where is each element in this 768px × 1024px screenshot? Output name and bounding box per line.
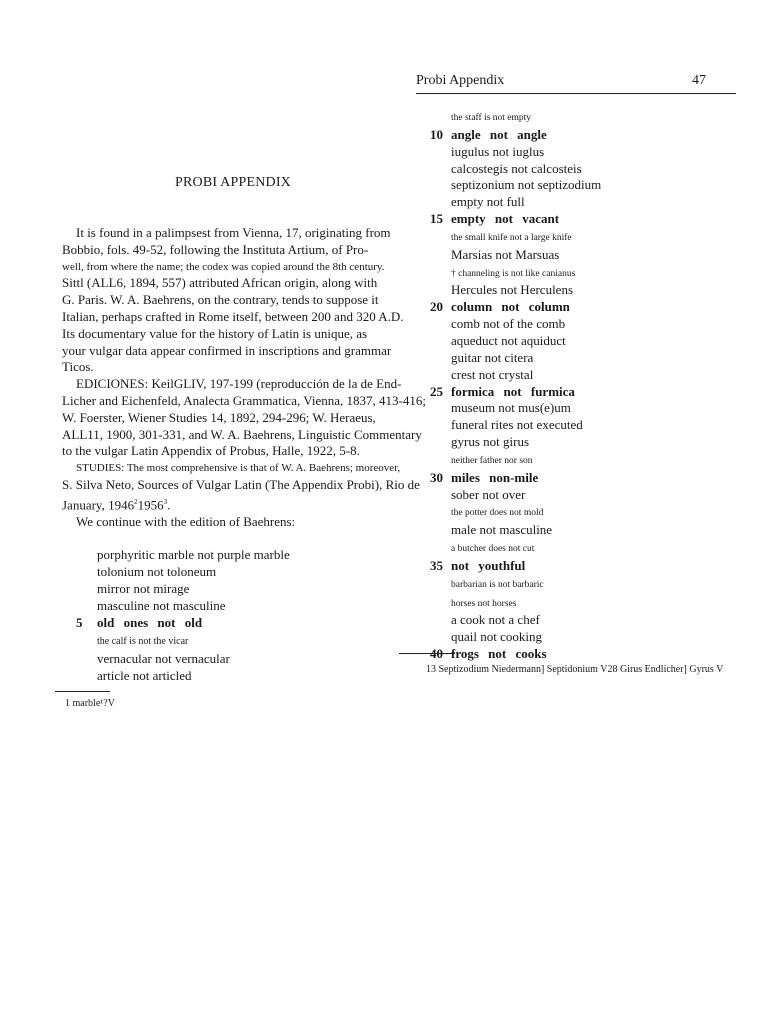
list-entry [426, 282, 601, 299]
line-number: 30 [430, 469, 443, 485]
entry-text: aqueduct not aquiduct [451, 332, 566, 348]
intro-line: Bobbio, fols. 49-52, following the Instituta Artium, of Pro- [62, 241, 369, 257]
list-entry [426, 417, 601, 434]
entry-text: a cook not a chef [451, 612, 540, 628]
entry-text: neither father nor son [451, 455, 533, 466]
entry-text: the potter does not mold [451, 508, 544, 519]
list-entry [76, 597, 290, 614]
entry-text: quail not cooking [451, 629, 542, 645]
list-entry [426, 522, 601, 539]
entry-text: old ones not old [97, 615, 203, 630]
entry-text: article not articled [97, 668, 192, 683]
intro-line: S. Silva Neto, Sources of Vulgar Latin (The Appendix Probi), Rio de [62, 476, 420, 492]
entry-text: column not column [451, 299, 570, 315]
list-entry [426, 470, 601, 487]
intro-line: It is found in a palimpsest from Vienna, 17, originating from [76, 225, 391, 240]
list-entry [426, 264, 601, 283]
list-entry [426, 400, 601, 417]
intro-line: your vulgar data appear confirmed in inscriptions and grammar [62, 342, 392, 358]
list-entry [426, 247, 601, 264]
intro-line: Ticos. [62, 359, 94, 375]
line-number: 35 [430, 557, 443, 573]
list-entry [426, 161, 601, 178]
entry-text: sober not over [451, 486, 526, 502]
footnote-left: 1 marble¹?V [65, 698, 115, 709]
line-number: 5 [76, 615, 83, 630]
word-list-right [426, 108, 601, 663]
page-number: 47 [692, 73, 706, 88]
list-entry [426, 646, 601, 663]
entry-text: Hercules not Herculens [451, 282, 574, 298]
entry-text: the calf is not the vicar [97, 636, 189, 647]
intro-line [62, 494, 392, 514]
entry-text: empty not vacant [451, 211, 560, 227]
entry-text: funeral rites not executed [451, 417, 583, 433]
entry-text: guitar not citera [451, 349, 534, 365]
entry-text: † channeling is not like canianus [451, 268, 576, 279]
entry-text: iugulus not iuglus [451, 143, 545, 159]
footnote-rule [55, 691, 110, 692]
entry-text: museum not mus(e)um [451, 400, 571, 416]
entry-text: calcostegis not calcosteis [451, 160, 582, 176]
intro-line: well, from where the name; the codex was copied around the 8th century. [62, 260, 385, 273]
intro-line: STUDIES: The most comprehensive is that of W. A. Baehrens; moreover, [76, 462, 401, 475]
list-entry [76, 631, 290, 650]
intro-line: We continue with the edition of Baehrens: [76, 513, 296, 529]
line-number: 25 [430, 383, 443, 399]
intro-line: W. Foerster, Wiener Studies 14, 1892, 294-296; W. Heraeus, [62, 409, 376, 425]
entry-text: the staff is not empty [451, 113, 532, 123]
list-entry [76, 667, 290, 684]
list-entry [426, 434, 601, 451]
list-entry [426, 629, 601, 646]
entry-text: the small knife not a large knife [451, 232, 572, 243]
entry-text: empty not full [451, 194, 525, 210]
entry-text: septizonium not septizodium [451, 177, 602, 193]
running-header [416, 73, 736, 94]
superscript: 2 [134, 497, 138, 506]
entry-text: angle not angle [451, 126, 547, 142]
list-entry [426, 451, 601, 470]
section-title: PROBI APPENDIX [175, 175, 291, 190]
intro-line: ALL11, 1900, 301-331, and W. A. Baehrens, Linguistic Commentary [62, 426, 422, 442]
intro-line: Licher and Eichenfeld, Analecta Grammatica, Vienna, 1837, 413-416; [62, 392, 426, 408]
entry-text: crest not crystal [451, 366, 534, 382]
entry-text: male not masculine [451, 522, 553, 538]
list-entry [426, 299, 601, 316]
footnote-right: 13 Septizodium Niedermann] Septidonium V28 Girus Endlicher] Gyrus V [426, 664, 724, 675]
list-entry [426, 333, 601, 350]
entry-text: a butcher does not cut [451, 544, 535, 555]
list-entry [426, 367, 601, 384]
line-number: 20 [430, 299, 443, 315]
list-entry [426, 127, 601, 144]
list-entry [426, 487, 601, 504]
intro-line: to the vulgar Latin Appendix of Probus, Halle, 1922, 5-8. [62, 443, 360, 459]
entry-text: gyrus not girus [451, 434, 529, 450]
intro-line-text: January, 1946 [62, 497, 135, 513]
superscript: 3 [163, 497, 168, 506]
list-entry [426, 211, 601, 228]
list-entry [426, 594, 601, 613]
intro-line: G. Paris. W. A. Baehrens, on the contrary, tends to suppose it [62, 292, 379, 308]
list-entry [76, 580, 290, 597]
entry-text: comb not of the comb [451, 316, 566, 332]
list-entry [426, 177, 601, 194]
word-list-left [76, 546, 290, 684]
line-number: 10 [430, 126, 443, 142]
footnote-rule [399, 653, 455, 654]
entry-text: tolonium not toloneum [97, 564, 217, 579]
entry-text: miles non-mile [451, 469, 539, 485]
list-entry [426, 384, 601, 401]
list-entry [426, 503, 601, 522]
list-entry [426, 558, 601, 575]
intro-line: EDICIONES: KeilGLIV, 197-199 (reproducción de la de End- [76, 376, 402, 392]
list-entry [426, 575, 601, 594]
list-entry [426, 350, 601, 367]
list-entry [426, 108, 601, 127]
list-entry [426, 612, 601, 629]
entry-text: frogs not cooks [451, 646, 547, 662]
entry-text: vernacular not vernacular [97, 651, 230, 666]
intro-paragraphs [62, 225, 426, 531]
intro-line-text: . [167, 497, 171, 513]
entry-text: horses not horses [451, 598, 517, 609]
list-entry [426, 194, 601, 211]
list-entry [76, 614, 290, 631]
entry-text: mirror not mirage [97, 581, 190, 596]
entry-text: Marsias not Marsuas [451, 246, 560, 262]
entry-text: porphyritic marble not purple marble [97, 547, 290, 562]
entry-text: formica not furmica [451, 383, 575, 399]
entry-text: masculine not masculine [97, 598, 226, 613]
intro-line: Its documentary value for the history of Latin is unique, as [62, 325, 368, 341]
intro-line: Sittl (ALL6, 1894, 557) attributed African origin, along with [62, 275, 378, 291]
entry-text: barbarian is not barbaric [451, 579, 544, 590]
list-entry [426, 316, 601, 333]
line-number: 40 [430, 646, 443, 662]
list-entry [76, 563, 290, 580]
list-entry [426, 539, 601, 558]
line-number: 15 [430, 211, 443, 227]
list-entry [426, 228, 601, 247]
list-entry [426, 144, 601, 161]
list-entry [76, 546, 290, 563]
running-title: Probi Appendix [416, 73, 505, 88]
intro-line: Italian, perhaps crafted in Rome itself, between 200 and 320 A.D. [62, 308, 404, 324]
intro-line-text: 1956 [137, 497, 164, 513]
list-entry [76, 650, 290, 667]
entry-text: not youthful [451, 557, 526, 573]
